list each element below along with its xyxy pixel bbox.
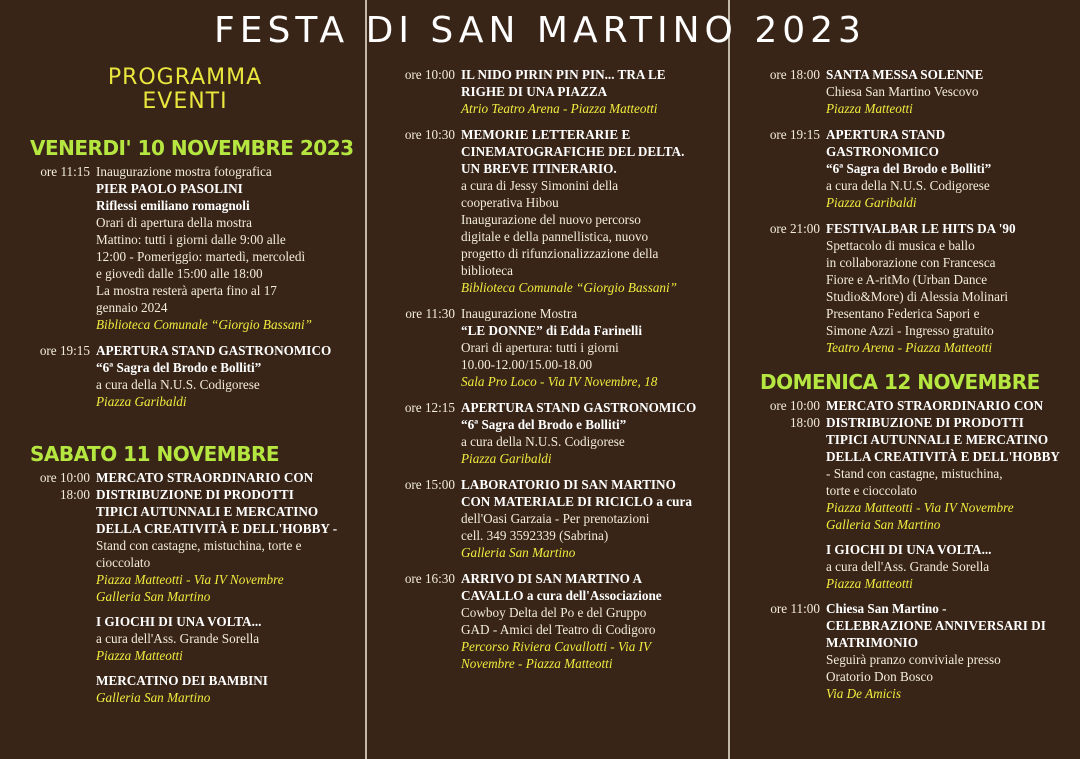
event-item xyxy=(30,469,350,605)
event-place-line: Biblioteca Comunale “Giorgio Bassani” xyxy=(96,317,313,332)
event-detail-line: - Stand con castagne, mistuchina, xyxy=(826,466,1003,481)
event-item xyxy=(395,126,720,296)
event-item xyxy=(395,476,720,561)
event-title-line: I GIOCHI DI UNA VOLTA... xyxy=(96,614,262,629)
event-place-line: Atrio Teatro Arena - Piazza Matteotti xyxy=(461,101,658,116)
subtitle-line-1: PROGRAMMA xyxy=(107,65,263,90)
event-detail-line: cioccolato xyxy=(96,555,151,570)
event-title-line: CAVALLO a cura dell'Associazione xyxy=(461,588,662,603)
event-title-line: Chiesa San Martino - xyxy=(826,601,947,616)
column-middle xyxy=(395,66,720,672)
event-item xyxy=(395,570,720,672)
event-detail-line: 10.00-12.00/15.00-18.00 xyxy=(461,357,593,372)
event-time: ore 16:30 xyxy=(404,571,455,586)
event-title-line: Riflessi emiliano romagnoli xyxy=(96,198,250,213)
day-heading: VENERDI' 10 NOVEMBRE 2023 xyxy=(30,136,354,160)
event-place-line: Piazza Garibaldi xyxy=(96,394,187,409)
event-item xyxy=(760,126,1070,211)
event-detail-line: Studio&More) di Alessia Molinari xyxy=(826,289,1009,304)
event-time: ore 15:00 xyxy=(404,477,455,492)
event-title-line: IL NIDO PIRIN PIN PIN... TRA LE xyxy=(461,67,666,82)
event-title-line: LABORATORIO DI SAN MARTINO xyxy=(461,477,676,492)
event-item xyxy=(760,220,1070,356)
event-detail-line: Seguirà pranzo conviviale presso xyxy=(826,652,1001,667)
event-place-line: Novembre - Piazza Matteotti xyxy=(461,656,613,671)
event-title-line: “6ª Sagra del Brodo e Bolliti” xyxy=(461,417,627,432)
event-item xyxy=(395,305,720,390)
event-detail-line: Oratorio Don Bosco xyxy=(826,669,933,684)
event-place-line: Piazza Matteotti xyxy=(826,576,913,591)
event-time: ore 11:15 xyxy=(40,164,90,179)
event-detail-line: Inaugurazione Mostra xyxy=(461,306,578,321)
event-title-line: UN BREVE ITINERARIO. xyxy=(461,161,617,176)
event-item xyxy=(395,399,720,467)
event-title-line: DISTRIBUZIONE DI PRODOTTI xyxy=(826,415,1024,430)
event-title-line: TIPICI AUTUNNALI E MERCATINO xyxy=(826,432,1049,447)
event-title-line: “LE DONNE” di Edda Farinelli xyxy=(461,323,642,338)
event-title-line: MERCATO STRAORDINARIO CON xyxy=(96,470,314,485)
event-item xyxy=(30,342,350,410)
event-title-line: DELLA CREATIVITÀ E DELL'HOBBY xyxy=(826,449,1060,464)
event-title-line: APERTURA STAND GASTRONOMICO xyxy=(461,400,697,415)
event-detail-line: dell'Oasi Garzaia - Per prenotazioni xyxy=(461,511,650,526)
event-detail-line: a cura della N.U.S. Codigorese xyxy=(826,178,990,193)
event-item xyxy=(30,163,350,333)
event-detail-line: torte e cioccolato xyxy=(826,483,917,498)
event-time: ore 18:00 xyxy=(769,67,820,82)
event-title-line: “6ª Sagra del Brodo e Bolliti” xyxy=(826,161,992,176)
event-title-line: PIER PAOLO PASOLINI xyxy=(96,181,243,196)
programma-eventi-heading xyxy=(30,66,340,114)
event-time: ore 10:30 xyxy=(404,127,455,142)
event-title-line: APERTURA STAND GASTRONOMICO xyxy=(96,343,332,358)
event-detail-line: cell. 349 3592339 (Sabrina) xyxy=(461,528,609,543)
event-detail-line: Cowboy Delta del Po e del Gruppo xyxy=(461,605,647,620)
event-detail-line: Fiore e A-ritMo (Urban Dance xyxy=(826,272,988,287)
event-place-line: Percorso Riviera Cavallotti - Via IV xyxy=(461,639,652,654)
event-title-line: CELEBRAZIONE ANNIVERSARI DI xyxy=(826,618,1046,633)
event-detail-line: La mostra resterà aperta fino al 17 xyxy=(96,283,277,298)
event-title-line: FESTIVALBAR LE HITS DA '90 xyxy=(826,221,1016,236)
event-time: ore 10:00 18:00 xyxy=(39,470,90,502)
event-detail-line: GAD - Amici del Teatro di Codigoro xyxy=(461,622,656,637)
event-place-line: Galleria San Martino xyxy=(826,517,941,532)
event-place-line: Piazza Matteotti xyxy=(826,101,913,116)
event-detail-line: a cura dell'Ass. Grande Sorella xyxy=(96,631,260,646)
event-title-line: DISTRIBUZIONE DI PRODOTTI xyxy=(96,487,294,502)
event-title-line: “6ª Sagra del Brodo e Bolliti” xyxy=(96,360,262,375)
page-title: FESTA DI SAN MARTINO 2023 xyxy=(214,10,866,51)
event-item xyxy=(30,672,350,706)
event-item xyxy=(395,66,720,117)
event-detail-line: Inaugurazione mostra fotografica xyxy=(96,164,272,179)
event-place-line: Biblioteca Comunale “Giorgio Bassani” xyxy=(461,280,678,295)
event-place-line: Piazza Matteotti xyxy=(96,648,183,663)
event-detail-line: Inaugurazione del nuovo percorso xyxy=(461,212,641,227)
event-place-line: Piazza Matteotti - Via IV Novembre xyxy=(96,572,284,587)
event-detail-line: a cura della N.U.S. Codigorese xyxy=(96,377,260,392)
event-time: ore 12:15 xyxy=(404,400,455,415)
day-heading: SABATO 11 NOVEMBRE xyxy=(30,442,280,466)
day-heading: DOMENICA 12 NOVEMBRE xyxy=(760,370,1040,394)
event-time: ore 19:15 xyxy=(39,343,90,358)
event-detail-line: gennaio 2024 xyxy=(96,300,168,315)
event-place-line: Teatro Arena - Piazza Matteotti xyxy=(826,340,993,355)
event-place-line: Galleria San Martino xyxy=(96,690,211,705)
event-place-line: Piazza Garibaldi xyxy=(461,451,552,466)
event-detail-line: a cura di Jessy Simonini della xyxy=(461,178,619,193)
event-item xyxy=(760,66,1070,117)
event-title-line: APERTURA STAND xyxy=(826,127,946,142)
event-detail-line: Spettacolo di musica e ballo xyxy=(826,238,975,253)
event-detail-line: e giovedì dalle 15:00 alle 18:00 xyxy=(96,266,263,281)
event-title-line: MEMORIE LETTERARIE E xyxy=(461,127,631,142)
event-place-line: Galleria San Martino xyxy=(96,589,211,604)
event-title-line: MERCATO STRAORDINARIO CON xyxy=(826,398,1044,413)
event-title-line: GASTRONOMICO xyxy=(826,144,939,159)
event-detail-line: cooperativa Hibou xyxy=(461,195,559,210)
event-place-line: Via De Amicis xyxy=(826,686,901,701)
fold-line-left xyxy=(365,0,367,759)
event-time: ore 10:00 xyxy=(404,67,455,82)
event-detail-line: digitale e della pannellistica, nuovo xyxy=(461,229,649,244)
column-right xyxy=(760,66,1070,702)
event-time: ore 11:30 xyxy=(405,306,455,321)
event-time: ore 10:00 18:00 xyxy=(769,398,820,430)
event-title-line: ARRIVO DI SAN MARTINO A xyxy=(461,571,642,586)
event-item xyxy=(30,613,350,664)
event-title-line: CINEMATOGRAFICHE DEL DELTA. xyxy=(461,144,685,159)
event-time: ore 19:15 xyxy=(769,127,820,142)
event-title-line: DELLA CREATIVITÀ E DELL'HOBBY - xyxy=(96,521,338,536)
event-title-line: I GIOCHI DI UNA VOLTA... xyxy=(826,542,992,557)
column-left xyxy=(30,136,354,706)
event-detail-line: Mattino: tutti i giorni dalle 9:00 alle xyxy=(96,232,286,247)
event-place-line: Sala Pro Loco - Via IV Novembre, 18 xyxy=(461,374,658,389)
event-item xyxy=(760,397,1070,533)
event-time: ore 11:00 xyxy=(770,601,820,616)
fold-line-right xyxy=(728,0,730,759)
event-detail-line: Orari di apertura della mostra xyxy=(96,215,252,230)
event-detail-line: Presentano Federica Sapori e xyxy=(826,306,980,321)
event-detail-line: 12:00 - Pomeriggio: martedì, mercoledì xyxy=(96,249,306,264)
event-detail-line: Simone Azzi - Ingresso gratuito xyxy=(826,323,994,338)
event-detail-line: Stand con castagne, mistuchina, torte e xyxy=(96,538,302,553)
event-detail-line: biblioteca xyxy=(461,263,513,278)
event-title-line: TIPICI AUTUNNALI E MERCATINO xyxy=(96,504,319,519)
event-item xyxy=(760,600,1070,702)
event-detail-line: a cura dell'Ass. Grande Sorella xyxy=(826,559,990,574)
event-detail-line: Chiesa San Martino Vescovo xyxy=(826,84,979,99)
subtitle-line-2: EVENTI xyxy=(142,89,228,114)
event-detail-line: in collaborazione con Francesca xyxy=(826,255,996,270)
event-time: ore 21:00 xyxy=(769,221,820,236)
event-detail-line: progetto di rifunzionalizzazione della xyxy=(461,246,659,261)
event-place-line: Piazza Matteotti - Via IV Novembre xyxy=(826,500,1014,515)
event-place-line: Galleria San Martino xyxy=(461,545,576,560)
event-title-line: MATRIMONIO xyxy=(826,635,919,650)
event-title-line: MERCATINO DEI BAMBINI xyxy=(96,673,268,688)
event-item xyxy=(760,541,1070,592)
event-place-line: Piazza Garibaldi xyxy=(826,195,917,210)
event-detail-line: Orari di apertura: tutti i giorni xyxy=(461,340,619,355)
event-title-line: CON MATERIALE DI RICICLO a cura xyxy=(461,494,692,509)
event-detail-line: a cura della N.U.S. Codigorese xyxy=(461,434,625,449)
event-title-line: SANTA MESSA SOLENNE xyxy=(826,67,984,82)
event-title-line: RIGHE DI UNA PIAZZA xyxy=(461,84,608,99)
